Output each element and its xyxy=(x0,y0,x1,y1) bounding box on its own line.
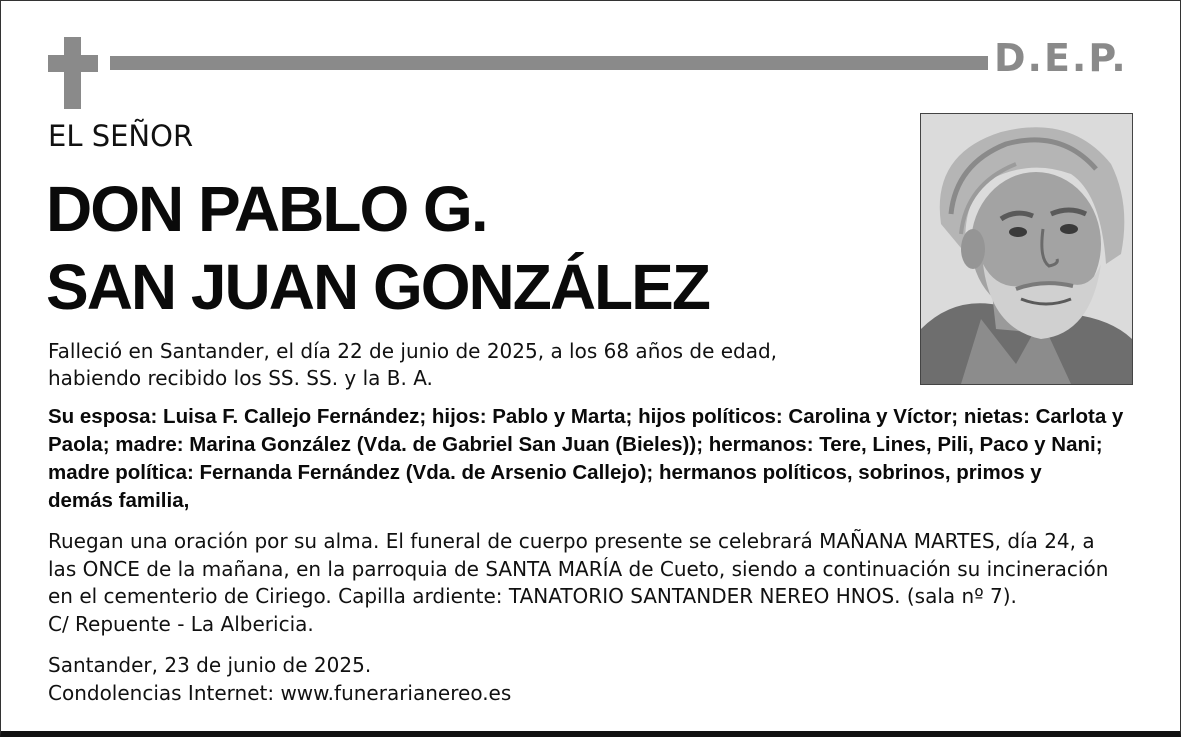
cross-icon xyxy=(64,37,81,109)
prayer-line: C/ Repuente - La Albericia. xyxy=(48,611,314,636)
prayer-line: en el cementerio de Ciriego. Capilla ardiente: TANATORIO SANTANDER NEREO HNOS. (sala nº 7). xyxy=(48,584,1017,608)
family-line: Paola; madre: Marina González (Vda. de Gabriel San Juan (Bieles)); hermanos: Tere, Lines, Pili, Paco y Nani; xyxy=(48,433,1103,456)
dep-label: D.E.P. xyxy=(994,36,1128,80)
deceased-name xyxy=(46,170,709,326)
name-line-2: SAN JUAN GONZÁLEZ xyxy=(46,251,709,323)
place-date: Santander, 23 de junio de 2025. xyxy=(48,653,372,677)
name-line-1: DON PABLO G. xyxy=(46,173,487,245)
funeral-details xyxy=(48,528,1138,638)
notice-footer xyxy=(48,651,848,707)
family-line: Su esposa: Luisa F. Callejo Fernández; hijos: Pablo y Marta; hijos políticos: Carolina y Víctor; nietas: Carlota y xyxy=(48,405,1124,428)
prayer-line: Ruegan una oración por su alma. El funeral de cuerpo presente se celebrará MAÑANA MARTES, día 24, a xyxy=(48,529,1095,553)
death-announcement xyxy=(48,338,888,392)
intro-line: Falleció en Santander, el día 22 de junio de 2025, a los 68 años de edad, xyxy=(48,339,778,363)
family-line: madre política: Fernanda Fernández (Vda. de Arsenio Callejo); hermanos políticos, sobrinos, primos y xyxy=(48,461,1042,484)
intro-line: habiendo recibido los SS. SS. y la B. A. xyxy=(48,366,433,390)
prayer-line: las ONCE de la mañana, en la parroquia de SANTA MARÍA de Cueto, siendo a continuación su incineración xyxy=(48,556,1109,581)
title-prefix: EL SEÑOR xyxy=(48,119,194,153)
family-list xyxy=(48,403,1138,515)
cross-icon-bar xyxy=(48,55,98,72)
family-line: demás familia, xyxy=(48,489,190,512)
portrait-photo xyxy=(920,113,1133,385)
header-rule xyxy=(110,56,988,70)
condolences-line: Condolencias Internet: www.funerarianereo.es xyxy=(48,681,512,705)
